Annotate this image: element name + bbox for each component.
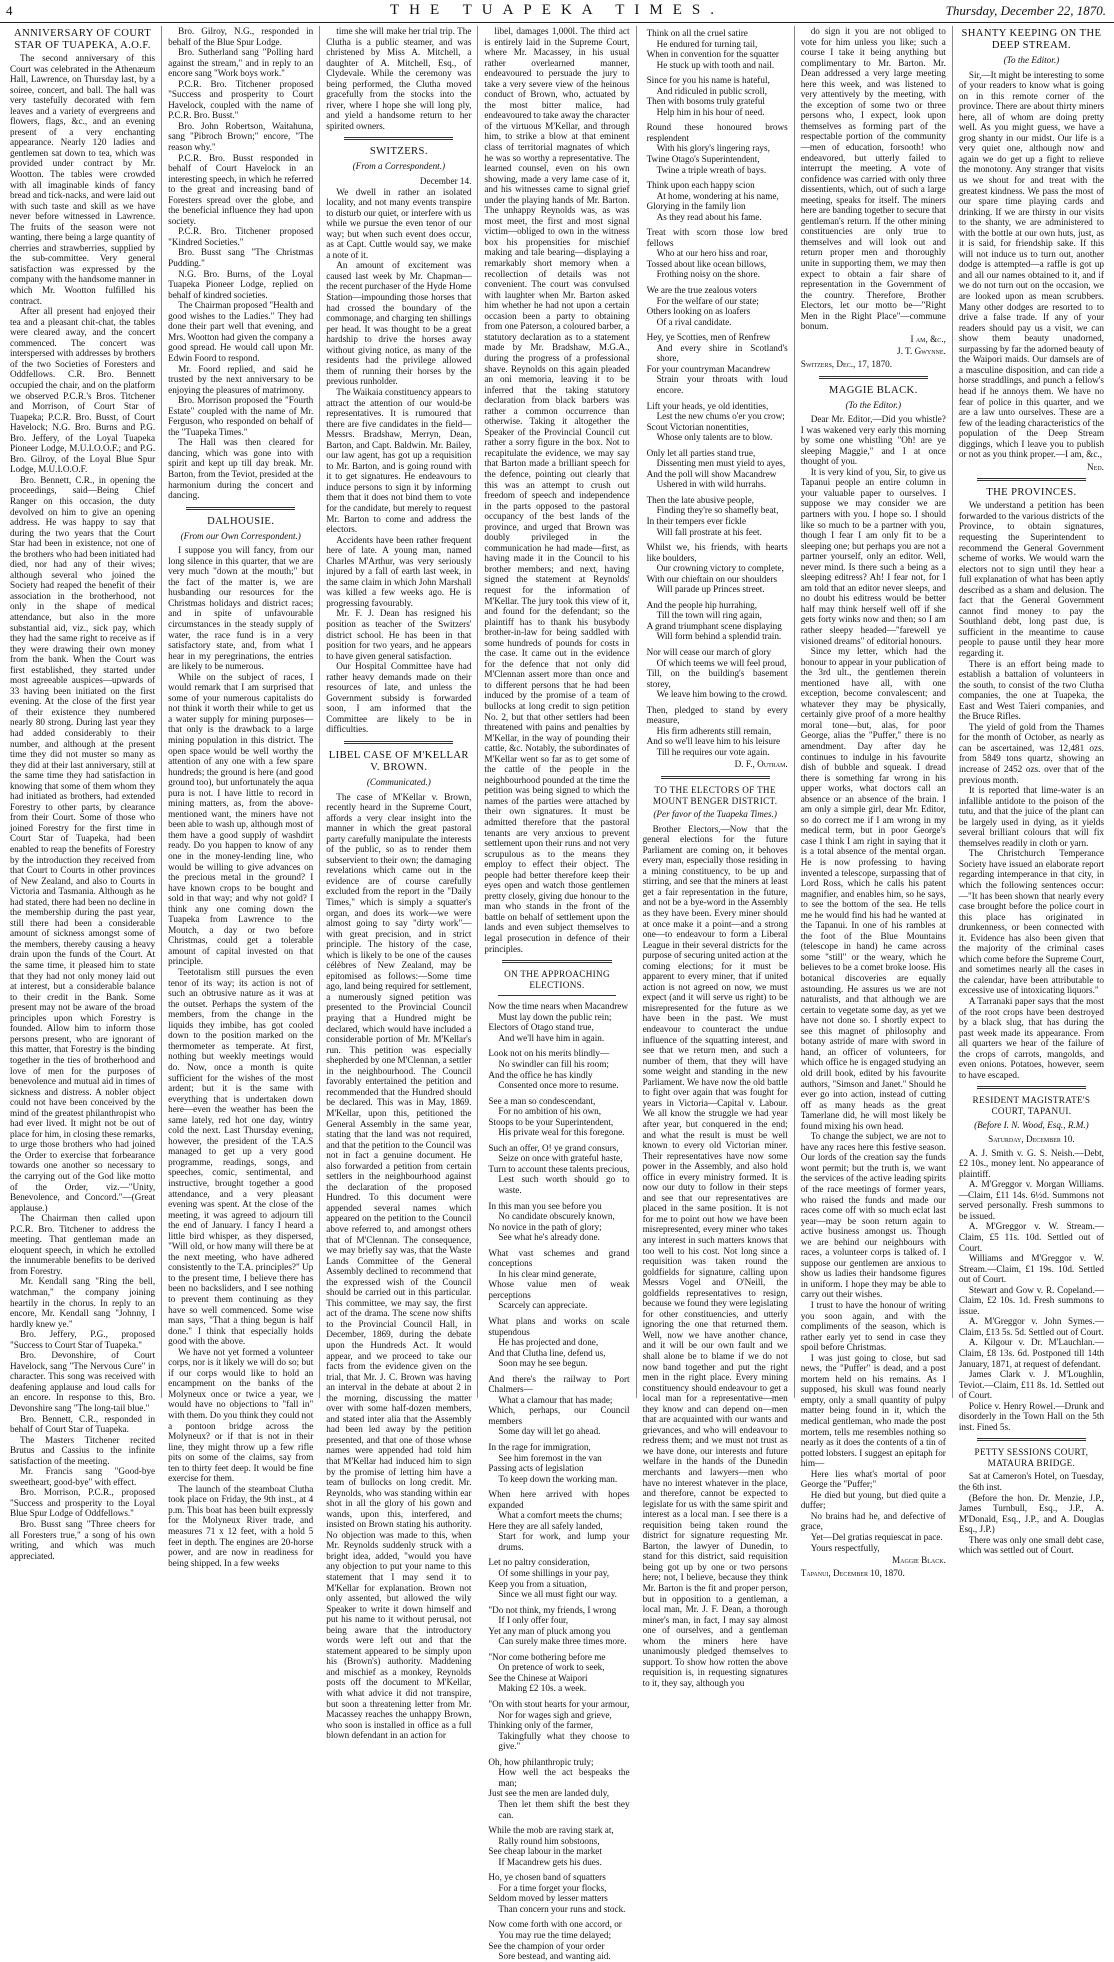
poem-line: Finding they're so shamefly beat, [656, 505, 779, 516]
article-title-electors: TO THE ELECTORS OF THE MOUNT BENGER DISTRICT. [652, 785, 778, 806]
poem-line: In his clear mind generate, [498, 1268, 597, 1279]
poem-line: For the welfare of our state; [656, 295, 759, 306]
poem-line: Hey, ye Scotties, men of Renfrew [646, 332, 771, 343]
article-body-electors-cont [801, 26, 946, 332]
paragraph: A. M'Greggor v. John Symes.—Claim, £13 5s. 5d. Settled out of Court. [958, 1316, 1104, 1337]
poem-line: Oh, how philanthropic truly; [488, 1756, 594, 1767]
poem-line: Nor will cease our march of glory [646, 646, 772, 657]
poem-line: Glorying in the family lion [646, 201, 746, 212]
poem-line: He stuck up with tooth and nail. [656, 59, 775, 70]
poem-line: And so we'll leave him to his leisure [646, 736, 781, 747]
poem-line: And the people hip hurrahing, [646, 599, 758, 610]
poem-line: "On with stout hearts for your armour, [488, 1699, 630, 1710]
article-title-provinces: THE PROVINCES. [986, 487, 1077, 499]
paragraph: No brains had he, and defective of grace, [800, 1510, 946, 1532]
poem-signature: D. F., Outram. [734, 759, 788, 770]
poem-line: Let no paltry consideration, [488, 1557, 590, 1568]
poem-line: As they read about his fame. [656, 211, 762, 222]
poem-line: He endured for turning tail, [656, 38, 758, 49]
poem-line: Frothing noisy on the shore. [656, 269, 760, 280]
poem-line: And every shire in Scotland's shore, [656, 342, 788, 364]
paragraph: Since my letter, which had the honour to appear in your publication of the 3rd ult., the gentlemen therein mentioned have all, with one exception, become convalescent; and whatever they may be physically, certainly give proof of a more healthy moral tone—but, alas, for poor George, alias the "Puffer," there is no amendment. Day after day he continues to indulge in his favourite dish of bubble and squeak. I dread there is something far wrong in his upper works, what doctors call an absence or an absence of the brain. I am only a simple girl, dear Mr. Editor, so do correct me if I am wrong in my medical term, but in poor George's case I think I am right in saying that it is a total absence of the mental organ. He is now professing to having invented a telescope, surpassing that of Lord Ross, which he calls his patent magnifier, and enables him, so he says, to see the bottom of the sea. He tells me he would find his had he wanted at the Tapanui. In one of his rambles at the foot of the Blue Mountains (telescope in hand) he came across some "still" or the weary, which he believes to be a comet broke loose. His botanical discoveries are equally astounding. He assures us we are not naturalists, and that although we are certain to vegetate some day, as yet we have not done so. I shortly expect to see this magnet of philosophy and botany astride of mare with sword in hand, an officer of volunteers, for which office he is engaged studying an old drill book, edited by his favourite authors, "Simson and Janet." Should he ever go into action, instead of cutting off as many heads as the great Tamerlane did, he will most likely be found mixing his own head. [800, 646, 946, 1131]
poem-line: Help him in his hour of need. [656, 106, 765, 117]
column-2 [162, 26, 320, 1568]
poem-line: Scout Victorian nonentities, [646, 421, 749, 432]
poem-elections-cont [643, 28, 788, 757]
poem-line: Treat with scorn those low bred fellows [646, 227, 788, 248]
poem-line: How well the act bespeaks the man; [498, 1767, 630, 1788]
paragraph: It is very kind of you, Sir, to give us Tapanui people an entire column in your valuable paper to ourselves. I suppose we may consider we are partners with you. I hope so. I should like so much to be a partner with you, though I fear I am only fit to be a sleeping one; but perhaps you are not a partner yourself, only an editor. Well, never mind. Is there such a being as a sleeping editress? Ah! I fear not, for I am told that an editor never sleeps, and no doubt his editress would be better half may think herself well off if she gets forty winks now and then; so I am rather sleepy headed—"farewell ye visioned dreams" of editorial honours. [800, 466, 946, 646]
article-body-libel-cont [484, 26, 629, 954]
paragraph: Yet—Del gratias requiescat in pace. [810, 1532, 943, 1543]
article-body-dalhousie [168, 545, 313, 1568]
divider [977, 1438, 1086, 1441]
poem-line: What a comfort meets the chums; [498, 1510, 623, 1521]
article-body-maggie [801, 414, 946, 1553]
article-sub-maggie: (To the Editor.) [845, 399, 902, 410]
shanty-signature: Ned. [1087, 461, 1104, 472]
maggie-place: Tapanui, December 10, 1870. [800, 1567, 905, 1578]
poem-line: We are the true zealous voters [646, 285, 757, 296]
poem-line: And the poll will show Macandrew [646, 468, 777, 479]
masthead [0, 0, 1114, 23]
poem-line: Consented once more to resume. [498, 1080, 619, 1091]
article-body-switzers [326, 187, 471, 735]
poem-line: If Macandrew gets his dues. [498, 1856, 602, 1867]
poem-line: And there's the railway to Port Chalmers— [488, 1373, 630, 1395]
paragraph: I trust to have the honour of writing you soon again, and with the compliments of the season, which is rather early yet to send in case they spoil before Christmas. [800, 1299, 946, 1353]
poem-line: No candidate obscurely known, [498, 1211, 615, 1222]
divider [502, 960, 611, 963]
poem-line: Rally round him sobstoons, [498, 1835, 600, 1846]
poem-line: Must lay down the public rein; [498, 1011, 612, 1022]
article-title-shanty: SHANTY KEEPING ON THE DEEP STREAM. [961, 28, 1102, 51]
poem-line: Whose value men of weak perceptions [488, 1279, 630, 1300]
poem-line: See him foremost in the van [498, 1452, 602, 1463]
paragraph: Williams and M'Greggor v. W. Stream.—Claim, £1 19s. 10d. Settled out of Court. [958, 1253, 1104, 1285]
article-title-dalhousie: DALHOUSIE. [207, 515, 275, 527]
article-body-electors [643, 824, 788, 1689]
poem-line: For a time forget your flocks, [498, 1882, 607, 1893]
paragraph: We understand a petition has been forwarded to the various districts of the Province, to obtain signatures, requesting the Superintendent to recommend the General Government scheme of works. We would warn the electors not to sign until they hear a full explanation of what has been aptly described as a sham and delusion. The fact that the General Government cannot find money to pay the Southland debt, long past due, is sufficient in the meantime to cause people to pause until they hear more regarding it. [958, 500, 1104, 658]
paragraph: To change the subject, we are not to have any races here this festive season. Our lords of the creation say the funds wont permit; but the truth is, we want the services of the active leading spirits of the race meetings of former years, who raised the funds and made our races come off with so much eclat last year—may be soon return again to active business amongst us. Though we are behind our neighbours with races, a volunteer corps is talked of. I suppose our gentlemen are anxious to show us ladies their handsome figures in uniform. I hope they may be able to carry out their wishes. [800, 1131, 946, 1300]
poem-line: What vast schemes and grand conceptions [488, 1247, 630, 1269]
paragraph: A. M'Greggor v. Morgan Williams.—Claim, £11 14s. 6½d. Summons not served personally. Fresh summons to be issued. [958, 1179, 1104, 1221]
column-5 [637, 26, 795, 1688]
paragraph: The Chairman proposed "Health and good wishes to the Ladies." They had done their part well that evening, and Mrs. Wootton had given the company a good spread. He would call upon Mr. Edwin Foord to respond. [168, 300, 314, 363]
columns [4, 26, 1110, 1962]
poem-line: Electors of Otago stand true, [488, 1022, 594, 1033]
letter-place: Switzers, Dec., 17, 1870. [800, 358, 893, 369]
poem-line: Of some shillings in your pay, [498, 1568, 610, 1579]
poem-line: Then let them shift the best they can. [498, 1798, 630, 1820]
paragraph: Brother Electors,—Now that the general elections for the future Parliament are coming on, it behoves every man, especially those residing in a mining constituency, to be up and stirring, and see that the miners at least get a fair representation in the future, and not be a bye-word in the Assembly as they have been. Every miner should at once make it a point—and a strong one—to endeavour to form a Liberal League in their several districts for the purpose of securing united action at the coming elections; for it must be apparent to every miner, that if united action is not agreed on now, we must expect (and it will serve us right) to be misrepresented for the future as we have been in the past. We must endeavour to counteract the undue influence of the squatting interest, and see that we return men, and such a number of them, that they will have some weight and standing in the new Parliament. We have now the old battle to fight over again that was fought for years in Victoria—Capital v. Labour. We all know the struggle we had year after year, but conquered in the end; and what the result is must be well known to every old Victorian miner. Their representatives have now some power in the Assembly, and also hold office in every ministry formed. It is now our duty to follow in their steps and see that our representatives are placed in the same position. It is not for me to point out how we have been misrepresented, every miner who takes any interest in such matters knows that too well to his cost. Not long since a requisition was taken round the goldfields for signature, calling upon Messrs Vogel and O'Neill, the goldfields representatives to resign, because we found they were legislating for other constituencies, and utterly ignoring the one that returned them. Well, now we have another chance, and it will be our own fault and we shall alone be to blame if we do not now band together and put the right men in the right place. Every mining constituency should endeavour to get a local man for a representative—men they know and can depend on—men that are acquainted with our wants and grievances, and who will endeavour to redress them; and we must not trust as we have done, our interests and future welfare in the hands of the Dunedin merchants and lawyers—men who have no interest whatever in the place, and therefore, cannot be expected to legislate for us with the same spirit and interest as a local man. I see there is a requisition being taken round the district for signature requesting Mr. Barton, the lawyer of Dunedin, to stand for this district, said requisition being got up by one or two persons here; not, I believe, because they think Mr. Barton is the fit and proper person, but in opposition to a gentleman, a local man, Mr. J. F. Dean, a thorough miner's man, in fact, I may say almost one of ourselves, and a gentleman whom the miners here have unanimously pledged themselves to support. To show how rotten the above requisition is, in requesting signatures to it, they say, although you [642, 823, 788, 1688]
poem-line: Think on all the cruel satire [646, 28, 748, 38]
poem-line: Only let all parties stand true, [646, 447, 756, 458]
paragraph: The yield of gold from the Thames for the month of October, as nearly as can be ascertained, was 12,481 ozs. from 5849 tons quartz, showing an increase of 2452 ozs. over that of the previous month. [958, 721, 1104, 785]
poem-line: We leave him bowing to the crowd. [656, 689, 788, 700]
poem-line: Till, on the building's basement storey, [646, 668, 788, 689]
poem-line: In the rage for immigration, [488, 1442, 591, 1452]
dateline: December 14. [419, 176, 472, 187]
poem-line: You may rue the time delayed; [498, 1929, 612, 1940]
poem-line: Dissenting men must yield to ayes, [656, 458, 786, 469]
poem-line: See the champion of your order [488, 1940, 605, 1951]
poem-line: Then with bosoms truly grateful [646, 96, 765, 107]
divider [977, 478, 1086, 481]
poem-line: Will form behind a splendid train. [656, 631, 782, 642]
poem-line: Yet any man of pluck among you [488, 1625, 611, 1636]
article-sub-dalhousie: (From our Own Correspondent.) [180, 530, 301, 541]
paragraph: We dwell in rather an isolated locality, and not many events transpire to disturb our quiet, or interfere with us while we pursue the even tenor of our way; but when such event does occur, as at Capt. Cuttle would say, we make a note of it. [326, 186, 472, 260]
paragraph: Dear Mr. Editor,—Did you whistle? I was wakened very early this morning by some one whistling "Oh! are ye sleeping Maggie," and I at once thought of you. [800, 414, 946, 467]
newspaper-title: THE TUAPEKA TIMES. [389, 2, 725, 18]
paragraph: The Waikaia constituency appears to attract the attention of our would-be representatives. It is rumoured that there are five candidates in the field—Messrs. Bradshaw, Merryn, Dean, Barton, and Capt. Baldwin. Mr. Bailey, our law agent, has got up a requisition to Mr. Barton, and is going round with it to get signatures. He endeavours to induce persons to sign it by informing them that it does not bind them to vote for the candidate, but merely to request Mr. Barton to come and address the electors. [326, 386, 472, 535]
poem-line: Till he requires our vote again. [656, 746, 770, 757]
poem-line: Seldom moved by lesser matters [488, 1893, 608, 1904]
poem-line: Lift your heads, ye old identities, [646, 400, 769, 411]
paragraph: The launch of the steamboat Clutha took place on Friday, the 9th inst., at 4 p.m. This boat has been built expressly for the Molyneux River trade, and measures 71 x 12 feet, with a hold 5 feet in depth. The engines are 20-horse power, and are now in readiness for being shipped. In a few weeks [168, 1483, 314, 1568]
article-sub-shanty: (To the Editor.) [1003, 55, 1060, 65]
poem-line: Start for work, and lump your drums. [498, 1531, 630, 1552]
maggie-signature: Maggie Black. [891, 1555, 946, 1566]
paragraph: Bro. Gilroy, N.G., responded in behalf of the Blue Spur Lodge. [168, 26, 314, 47]
poem-line: Lest the new chums o'er you crow; [656, 411, 785, 422]
poem-line: Round these honoured brows resplendent [646, 122, 788, 143]
paragraph: time she will make her trial trip. The Clutha is a public steamer, and was christened by Miss A. Mitchell, a daughter of A. Mitchell, Esq., of Clydevale. While the ceremony was being performed, the Clutha moved gracefully from the stocks into the river, where I hope she will long ply, and yield a handsome return to her spirited owners. [326, 26, 472, 131]
poem-line: With his glory's lingering rays, [656, 143, 770, 154]
poem-line: For your countryman Macandrew [646, 363, 771, 374]
column-1 [4, 26, 162, 1561]
poem-line: No swindler can fill his room; [498, 1058, 609, 1069]
article-title-petty: PETTY SESSIONS COURT, MATAURA BRIDGE. [974, 1447, 1089, 1468]
poem-line: "Do not think, my friends, I wrong [488, 1604, 617, 1615]
poem-line: Here they are all safely landed, [488, 1520, 603, 1531]
poem-line: Stoops to be your Superintendent, [488, 1116, 614, 1127]
poem-line: What plans and works on scale stupendous [488, 1315, 630, 1337]
poem-line: Keep you from a situation, [488, 1578, 587, 1589]
paragraph: Mr. Francis sang "Good-bye sweetheart, good-bye" with effect. [10, 1466, 156, 1487]
poem-line: Now the time nears when Macandrew [488, 1001, 628, 1012]
paragraph: A Tarranaki paper says that the most of the root crops have been destroyed by a black slug, that has during the past week made its appearance. From all quarters we hear of the failure of the crops of carrots, mangolds, and even onions. Potatoes, however, seem to have escaped. [958, 996, 1104, 1080]
poem-line: See a man so condescendant, [488, 1095, 596, 1106]
paragraph: do sign it you are not obliged to vote for him unless you like; such a course I take it being anything but complimentary to Mr. Barton. Mr. Dean addressed a very large meeting here this week, and was listened to very attentively by the meeting, with the exception of some two or three persons who, I expect, look upon themselves as forming part of the respectable portion of the community—men of education, forsooth! who endeavored, but utterly failed to interrupt the meeting. A vote of confidence was carried with only three dissentients, which, out of such a large meeting, speaks for itself. The miners here are banding together to secure that gentleman's return. If the other mining constituencies are only true to themselves and will look out and return proper men and thoroughly unite in supporting them, we may then expect to obtain a fair share of representation in the Government of the country. Therefore, Brother Electors, let our motto be—"Right Men in the Right Place"—commune bonum. [800, 26, 946, 332]
article-title-elections: ON THE APPROACHING ELECTIONS. [504, 969, 610, 990]
paragraph: The Masters Titchener recited Brutus and Cassius to the infinite satisfaction of the meeting. [10, 1434, 156, 1466]
poem-line: His firm adherents still remain, [656, 725, 772, 736]
paragraph: Bro. Bennett, C.R., in opening the proceedings, said—Being Chief Ranger on this occasion, the duty devolved on him to give an opening address. He was happy to say that during the two years that the Court Star had been in existence, not one of the brothers who had been initiated had died, nor had any of their wives; although several who joined the Society had reaped the benefit of their association in the brotherhood, not only in the shape of medical attendance, but also in the more substantial aid, viz., sick pay, which they had the same right to receive as if they were drawing their own money from the bank. When the Court was first established, they started under most agreeable auspices—upwards of 33 having been initiated on the first evening. At the close of the first year of their existence they numbered nearly 80 strong. During last year they had added considerably to their number, and although at the present time they did not muster so many as they did at their last anniversary, still at the same time they had satisfaction in knowing that some of them whom they had initiated as brothers, had extended Forestry to other parts, by clearance from their Court. Some of those who joined Forestry for the first time in Court Star of Tuapeka, had been enabled to reap the benefits of Forestry by the introduction they received from that Court to Courts in other provinces of New Zealand, and also to Courts in Victoria and Tasmania. Although as he had stated, there had been no decline in the membership during the past year, still there had been a considerable amount of sickness amongst some of the members, thereby causing a heavy drain upon the funds of the Court. At the same time, it pleased him to state that they had not only money laid out at interest, but a considerable balance to their credit in the Bank. Some present may not be aware of the broad principles upon which Forestry is founded. Allow him to inform those persons present, who are ignorant of this matter, that Forestry is the binding together in the ties of brotherhood and love of men for the purposes of benevolence and mutual aid in times of sickness and distress. A nobler object could not have been conceived by the mind of the greatest philanthropist who had ever lived. It might not be out of place for him, in closing these remarks, to urge those brothers who had joined the Order to exercise that forbearance towards one another so necessary to the carrying out of the God like motto of the Order, viz.—"Unity, Benevolence, and Concord."—(Great applause.) [10, 474, 156, 1213]
poem-line: Ho, ye chosen band of squatters [488, 1872, 606, 1883]
paragraph: While on the subject of races, I would remark that I am surprised that some of your numerous capitalists do not think it worth their while to get us a water supply for mining purposes—that only is the drawback to a large mining population in this district. The open space would be well worthy the attention of any one with a few spare hundreds; the ground is here (and good ground too), but unfortunately the aqua pura is not. I have little to record in mining matters, as, from the above-mentioned want, the miners have not been able to wash up, although most of them have a good supply of washdirt ready. Do you happen to know of any one in the money-lending line, who would be willing to give advances on the precious metal in the ground? I have known crops to be bought and sold in that way; and why not gold? I think any one coming down the Tuapeka from Lawrence to the Moutch, a day or two before Christmas, could get a tolerable amount of capital invested on that principle. [168, 671, 314, 967]
paragraph: A. M'Greggor v. W. Stream.—Claim, £5 11s. 10d. Settled out of Court. [958, 1221, 1104, 1253]
poem-line: His private weal for this foregone. [498, 1127, 625, 1138]
poem-line: Of a rival candidate. [656, 316, 732, 327]
poem-line: What a clamour that has made; [498, 1394, 613, 1405]
poem-line: Thinking only of the farmer, [488, 1720, 593, 1731]
column-7 [953, 26, 1110, 1556]
poem-line: Look not on his merits blindly— [488, 1048, 610, 1059]
poem-line: And that Clutha line, defend us, [488, 1347, 606, 1358]
poem-line: When in convention for the squatter [646, 49, 779, 60]
column-3 [320, 26, 478, 1741]
paragraph: Police v. Henry Rowel.—Drunk and disorderly in the Town Hall on the 5th inst. Fined 5s. [958, 1400, 1104, 1432]
paragraph: Bro. Bennett, C.R., responded in behalf of Court Star of Tuapeka. [10, 1413, 156, 1435]
poem-line: Twine Otago's Superintendent, [646, 154, 760, 165]
poem-line: Twine a triple wreath of bays. [656, 164, 767, 175]
paragraph: James Clark v. J. M'Loughlin, Teviot.—Claim, £11 8s. 1d. Settled out of Court. [958, 1369, 1104, 1401]
poem-line: Now come forth with one accord, or [488, 1919, 622, 1930]
poem-line: Nor for wages sigh and grieve, [498, 1709, 612, 1720]
page-number: 4 [6, 3, 13, 18]
paragraph: Mr. F. J. Dean has resigned his position as teacher of the Switzers' district school. He has been in that position for two years, and he appears to have given general satisfaction. [326, 608, 472, 661]
paragraph: P.C.R. Bro. Busst responded in behalf of Court Havelock in an interesting speech, in which he referred to the great and increasing band of Foresters spread over the globe, and the beneficial influence they had upon society. [168, 152, 314, 226]
article-title-switzers: SWITZERS. [369, 146, 428, 158]
poem-line: He has projected and done, [498, 1337, 599, 1348]
poem-line: Strain your throats with loud encore. [656, 374, 788, 395]
poem-line: "Nor come bothering before me [488, 1651, 606, 1662]
article-body-provinces [959, 500, 1104, 1080]
paragraph: Bro. John Robertson, Waitahuna, sang "Pibroch Brown;" encore, "The reason why." [168, 120, 314, 153]
divider [977, 1086, 1086, 1089]
paragraph: The Christchurch Temperance Society have issued an elaborate report regarding intemperance in that city, in which the following sentences occur:—"It has been shown that nearly every case brought before the police court in this place has originated in drunkenness, or been connected with it. Evidence has also been given that the majority of the criminal cases which come before the Supreme Court, and sometimes nearly all the cases in the calendar, have been attributable to excessive use of intoxicating liquors." [958, 848, 1104, 996]
letter-signature: J. T. Gwynne. [897, 346, 946, 357]
poem-line: For no ambition of his own, [498, 1106, 602, 1117]
poem-line: Can surely make three times more. [498, 1636, 627, 1647]
issue-date: Thursday, December 22, 1870. [945, 3, 1106, 18]
poem-line: Which, perhaps, our Council members [488, 1405, 630, 1426]
poem-line: Others looking on as loafers [646, 306, 751, 317]
paragraph: There was only one small debt case, which was settled out of Court. [958, 1534, 1104, 1556]
paragraph: Bro. Devonshire, of Court Havelock, sang "The Nervous Cure" in character. This song was received with deafening applause and loud calls for an encore. In response to this, Bro. Devonshire sang "The long-tail blue." [10, 1350, 156, 1413]
paragraph: Mr. Kendall sang "Ring the bell, watchman," the company joining heartily in the chorus. In reply to an encore, Mr. Kendall sang "Johnny, I hardly knew ye." [10, 1276, 156, 1329]
poem-elections [484, 1001, 629, 1961]
divider [344, 137, 453, 140]
poem-line: With our chieftain on our shoulders [646, 573, 778, 584]
poem-line: Such an offer, O! ye grand consurs, [488, 1142, 619, 1153]
divider [344, 741, 453, 744]
paragraph: The second anniversary of this Court was celebrated in the Athenæum Hall, Lawrence, on Thursday last, by a soiree, concert, and ball. The hall was very tastefully decorated with fern leaves and a variety of evergreens and flowers, flags, &c., and an evening present of a very enchanting appearance. Nearly 120 ladies and gentlemen sat down to tea, which was provided under contract by Mr. Wootton. The tables were crowded with all imaginable kinds of fancy bread and tick-nacks, and were laid out with such taste and skill as we have never before witnessed in Lawrence. The fruits of the season were not wanting, there being a large quantity of cherries and strawberries, supplied by the sub-committee. Very general satisfaction was expressed by the company with the handsome manner in which Mr. Wootton fulfilled his contract. [10, 53, 156, 306]
poem-line: In this man you see before you [488, 1200, 602, 1211]
poem-line: Who at our hero hiss and roar, [656, 248, 768, 259]
poem-line: Tossed about like ocean billows, [646, 258, 767, 269]
divider [498, 995, 615, 996]
poem-line: And we'll have him in again. [498, 1032, 605, 1043]
poem-line: Turn to account these talents precious, [488, 1163, 630, 1174]
poem-line: Soon may he see begun. [498, 1358, 588, 1369]
article-title-court: RESIDENT MAGISTRATE'S COURT, TAPANUI. [972, 1095, 1091, 1116]
poem-line: Just see the men are landed duly, [488, 1788, 610, 1799]
paragraph: Bro. Busst sang "The Christmas Pudding." [168, 247, 314, 269]
paragraph: Teetotalism still pursues the even tenor of its way; its action is not of such an obtrusive nature as it was at the outset. Perhaps the system of the members, from the change in the liquids they imbibe, has got cooled down to the position marked on the thermometer as temperate. At first, nothing but weekly meetings would do. Now, once a month is quite sufficient for the wishes of the most ardent; but it is the same with everything that is undertaken down here—even the weather has been the same lately, red hot one day, wintry cold the next. Last Thursday evening, however, the president of the T.A.S managed to get up a very good programme, readings, songs, and speeches, comic, sentimental, and instructive, brought together a good attendance, and a very pleasant evening was spent. At the close of the meeting, it was agreed to adjourn till the end of January. I fancy I heard a little bird whisper, as they dispersed, "Will old, or how many will there be at the next meeting, who have adhered consistently to the T.A. principles?" Up to the present time, I believe there has been no backsliders, and I see nothing to prevent them continuing as they have so well commenced. Some wise man says, "That a thing begun is half done." I think that especially holds good with the above. [168, 967, 314, 1347]
paragraph: I suppose you will fancy, from our long silence in this quarter, that we are very much "down at the mouth;" but the fact of the matter is, we are husbanding our resources for the Christmas holidays and district races; and in spite of unfavourable circumstances in the steady supply of water, the race fund is in a very satisfactory state, and, from what I hear in my peregrinations, the entries are likely to be numerous. [168, 545, 314, 672]
poem-line: See cheap labour in the market [488, 1846, 602, 1857]
poem-line: See the Chinese at Waipori [488, 1672, 588, 1683]
paragraph: It is reported that lime-water is an infallible antidote to the poison of the tutu, and that the juice of the plant can be largely used in dying, as it yields several brilliant colours that will fix themselves readily in cloth or yarn. [958, 785, 1104, 848]
poem-line: Then the late abusive people, [646, 494, 754, 505]
paragraph: After all present had enjoyed their tea and a pleasant chit-chat, the tables were cleared away, and the concert commenced. The concert was interspersed with addresses by brothers of the two Societies of Foresters and Oddfellows. C.R. Bro. Bennett occupied the chair, and on the platform we observed P.C.R.'s Bros. Titchener and Morrison, of Court Star of Tuapeka; P.C.R. Bro. Busst, of Court Havelock; N.G. Bro. Burns and P.G. Bro. Jeffery, of the Loyal Tuapeka Pioneer Lodge, M.U.I.O.O.F.; and P.G. Bro. Gilroy, of the Loyal Blue Spur Lodge, M.U.I.O.O.F. [10, 306, 156, 475]
paragraph: libel, damages 1,000l. The third act is entirely laid in the Supreme Court, where Mr. Macassey, in his usual rather overlearned manner, endeavoured to persuade the jury to take a very severe view of the heinous conduct of Brown, who, actuated by the most bitter malice, had endeavoured to take away the character of the virtuous M'Kellar, and through him, to strike a blow at that eminent class of territorial magnates of which he was so worthy a representative. The learned counsel, even on his own showing, made a very lame case of it, and his witnesses came to signal grief under the playing hands of Mr. Barton. The unhappy Reynolds was, as was most meet, the first and most signal victim—obliged to own in the witness box his propensities for mischief making and tale bearing—displaying a remarkably short memory when a recollection of details was not convenient. The court was convulsed with laughter when Mr. Barton asked him whether he had not upon a certain occasion been a party to obtaining from one Paterson, a coloured barber, a statutory declaration as to a statement made by Mr. Bradshaw, M.G.A., during the progress of a professional shave. Reynolds on this again pleaded an oni memoria, leaving it to be inferred that the taking statutory declaration from black barbers was rather a common occurrence than otherwise. Taking it altogether the Speaker of the Provincial Council cut rather a sorry figure in the box. Not to recapitulate the evidence, we may say that Barton made a brilliant speech for the defence, pointing out clearly that this was an attempt to crush out freedom of speech and independence in the parts opposed to the pastoral occupancy of the best lands of the province, and urged that Brown was doubly privileged in the communication he had made—first, as having made it in the Council to his brother members; and next, having signed the statement at Reynolds' request for the information of M'Kellar. The jury took this view of it, and found for the defendant; so the plaintiff has to thank his busybody brother-in-law for being saddled with some hundreds of pounds for costs in the case. It came out in the evidence for the defence that not only did M'Clennan assert more than once and to different persons that he had been induced by the promise of a team of bullocks at long credit to sign petition No. 2, but that other settlers had been threatened with pains and penalties by M'Kellar, in the way of pounding their cattle, &c. Notably, the subordinates of M'Kellar went so far as to get some of the cattle of the people in the neighbourhood pounded at the time the petition was being signed to which the names of the parties were attached by their own signatures. It must be admitted therefore that the pastoral tenants are very anxious to prevent settlement upon their runs and not very scrupulous as to the means they employ to effect their object. The people had better therefore keep their eyes open and watch those gentlemen pretty closely, giving due honour to the man who stands in the front of the battle on behalf of settlement upon the lands and even subject themselves to legal prosecution in defence of their principles. [484, 26, 630, 954]
poem-line: Of which teems we will feel proud, [656, 657, 787, 668]
article-body-shanty [959, 70, 1104, 460]
poem-line: And ridiculed in public scroll, [656, 85, 768, 96]
paragraph: Yours respectfully, [810, 1542, 880, 1553]
paragraph: He died but young, but died quite a duffer; [800, 1489, 946, 1511]
paragraph: Our Hospital Committee have had rather heavy demands made on their resources of late, and unless the Government subsidy is forwarded soon, I am informed that the Committee are likely to be in difficulties. [326, 661, 472, 735]
poem-line: Lest such worth should go to waste. [498, 1174, 630, 1195]
poem-line: Our crowning victory to complete, [656, 563, 784, 574]
paragraph: Bro. Morrison proposed the "Fourth Estate" coupled with the name of Mr. Ferguson, who responded on behalf of the "Tuapeka Times." [168, 395, 314, 437]
poem-line: See what he's already done. [498, 1232, 600, 1243]
article-sub-switzers: (From a Correspondent.) [352, 161, 446, 172]
poem-line: Since we all must fight our way. [498, 1589, 617, 1600]
paragraph: The case of M'Kellar v. Brown, recently heard in the Supreme Court, affords a very clear insight into the manner in which the great pastoral party carefully manipulate the interests of the public, so as to render them subservient to their own; the damaging revelations which came out in the evidence are of course carefully excluded from the report in the "Daily Times," which is simply a squatter's organ, and does its work—we were almost going to say "dirty work"—with great precision, and in strict principle. The history of the case, which is likely to be one of the causes célèbres of New Zealand, may be epitomised as follows:—Some time ago, land being required for settlement, a numerously signed petition was presented to the Provincial Council praying that a Hundred might be declared, which would have included a considerable portion of Mr. M'Kellar's run. This petition was especially shepherded by one M'Clennan, a settler in the neighbourhood. The Council favorably entertained the petition and recommended that the Hundred should be declared. This was in May, 1869. M'Kellar, upon this, petitioned the General Assembly in the same year, stating that the land was not required, and that the petition to the Council was not in fact a genuine document. He also forwarded a petition from certain settlers in the neighbourhood against the declaration of the proposed Hundred. To this document were appended several names which appeared on the petition to the Council above referred to, and amongst others that of M'Clennan. The consequence, we may briefly say was, that the Waste Lands Committee of the General Assembly declined to recommend that the expressed wish of the Council should be carried out in this particular. This committee, we may say, the first act of the drama. The scene now shifts to the Provincial Council Hall, in December, 1869, during the debate upon the Hundreds Act. It would appear, and we proceed to take our facts from the evidence given on the trial, that Mr. J. C. Brown was having an interval in the debate at about 2 in the morning, discussing the matter over with some half-dozen members, and stated inter alia that the Assembly had been led away by the petition presented, and that one of those whose names were appended had told him that M'Kellar had induced him to sign by the promise of letting him have a team of bullocks on long credit. Mr. Reynolds, who was standing within ear shot in all the glory of his gown and wands, upon this, interfered, and insisted on Brown stating his authority. No objection was made to this, when Mr. Reynolds suddenly struck with a bright idea, added, "would you have any objection to put your name to this statement that I may send it to M'Kellar for explanation. Brown not only assented, but allowed the wily Speaker to write it down himself and put his name to it without perusal, not being aware that the introductory words were left out and that the statement appeared to be simply upon his (Brown's) authority. Maddening and mischief as a monkey, Reynolds posts off the document to M'Kellar, with what advice it did not transpire, but soon a threatening letter from Mr. Macassey reaches the unhappy Brown, who soon is installed in office as a full blown defendant in an action for [326, 791, 472, 1741]
poem-line: Will parade up Princes street. [656, 584, 765, 595]
article-title-libel: LIBEL CASE OF M'KELLAR V. BROWN. [328, 750, 469, 773]
poem-line: No novice in the path of glory; [488, 1221, 602, 1232]
poem-line: In their tempers ever fickle [646, 515, 747, 526]
article-title-anniversary: ANNIVERSARY OF COURT STAR OF TUAPEKA, A.O.F. [14, 28, 152, 51]
poem-line: Passing acts of legislation [488, 1463, 584, 1474]
paragraph: Bro. Sutherland sang "Polling hard against the stream," and in reply to an encore sang "Work boys work." [168, 47, 314, 79]
paragraph: A. J. Smith v. G. S. Neish.—Debt, £2 10s., money lent. No appearance of plaintiff. [958, 1147, 1104, 1179]
paragraph: The Chairman then called upon P.C.R. Bro. Titchener to address the meeting. That gentleman made an eloquent speech, in which he extolled the innumerable benefits to be derived from Forestry. [10, 1213, 156, 1276]
article-body-petty [959, 1471, 1104, 1555]
paragraph: Accidents have been rather frequent here of late. A young man, named Charles M'Arthur, was very seriously injured by a fall of earth last week, in the same claim in which John Marshall was killed a few weeks ago. He is progressing favourably. [326, 534, 472, 608]
poem-line: Will fall prostrate at his feet. [656, 526, 762, 537]
paragraph: There is an effort being made to establish a battalion of volunteers in the south, to consist of the two Clutha companies, the one at Tuapeka, the East and West Taieri companies, and the Bruce Rifles. [958, 658, 1104, 722]
poem-line: Then, pledged to stand by every measure, [646, 704, 788, 726]
poem-line: While the mob are raving stark at, [488, 1825, 614, 1836]
paragraph: Sat at Cameron's Hotel, on Tuesday, the 6th inst. [958, 1471, 1104, 1492]
poem-line: Seize on once with grateful haste, [498, 1153, 623, 1164]
column-4 [478, 26, 636, 1962]
article-sub-libel: (Communicated.) [366, 777, 431, 787]
poem-line: On pretence of work to seek, [498, 1662, 605, 1673]
article-title-maggie: MAGGIE BLACK. [828, 384, 918, 396]
paragraph: We have not yet formed a volunteer corps, nor is it likely we will do so; but if our corps would like to hold an encampment on the banks of the Molyneux once or twice a year, we would have no objections to "fall in" with them. Do you think they could not a pontoon bridge across the Molyneux? or if that is not in their line, they might throw up a few rifle pits on some of the claims, say from ten to thirty feet deep. It would be fine exercise for them. [168, 1346, 314, 1484]
article-sub-court: (Before I. N. Wood, Esq., R.M.) [974, 1119, 1089, 1130]
poem-line: Takingfully what they choose to give." [498, 1730, 630, 1752]
poem-line: Sore bestead, and wanting aid. [498, 1951, 611, 1962]
poem-line: To keep down the working man. [498, 1473, 618, 1484]
poem-line: Whose only talents are to blow. [656, 432, 773, 443]
poem-line: At home, wondering at his name, [656, 190, 779, 201]
court-date: Saturday, December 10. [988, 1134, 1075, 1145]
divider [186, 507, 295, 510]
poem-line: Scarcely can appreciate. [498, 1300, 588, 1311]
poem-line: And the office he has kindly [488, 1069, 593, 1080]
poem-line: Whilst we, his friends, with hearts like boulders, [646, 542, 788, 563]
paragraph: The Hall was then cleared for dancing, which was gone into with spirit and kept up till day break. Mr. Barton, from the Teviot, presided at the harmonium during the concert and dancing. [168, 437, 314, 501]
article-body-anniversary-cont [168, 26, 313, 501]
letter-close: I am, &c., [910, 333, 946, 344]
poem-line: A grand triumphant scene displaying [646, 620, 782, 631]
paragraph: An amount of excitement was caused last week by Mr. Chapman—the recent purchaser of the Hyde Home Station—impounding those horses that had crossed the boundary of the commonage, and charging ten shillings per head. It was thought to be a great hardship to drive the horses away without giving notice, as many of the residents had the privilege allowed them of running their horses by the previous runholder. [326, 260, 472, 387]
article-body-libel [326, 792, 471, 1741]
poem-line: Some day will let go ahead. [498, 1426, 601, 1437]
paragraph: Bro. Jeffery, P.G., proposed "Success to Court Star of Tuapeka." [10, 1329, 156, 1350]
paragraph: P.C.R. Bro. Titchener proposed "Success and prosperity to Court Havelock, coupled with the name of P.C.R. Bro. Busst." [168, 78, 314, 121]
paragraph: A. Kilgour v. Dr. M'Lauchlan.—Claim, £8 13s. 6d. Postponed till 14th January, 1871, at request of defendant. [958, 1337, 1104, 1369]
paragraph: Bro. Busst sang "Three cheers for all Foresters true," a song of his own writing, and which was much appreciated. [10, 1519, 156, 1561]
divider [661, 776, 770, 779]
column-6 [795, 26, 953, 1578]
paragraph: I was just going to close, but sad news, the "Puffer" is dead, and a post mortem held on his remains. As I supposed, his skull was found nearly empty, only a small quantity of pulpy matter being found in it, which the medical gentleman, who made the post mortem, tells me resembles nothing so nearly as it does the contents of a tin of potted lobsters. I suggest an epitaph for him— [800, 1352, 946, 1469]
poem-line: If I only offer four, [498, 1615, 569, 1626]
paragraph: Bro. Morrison, P.C.R., proposed "Success and prosperity to the Loyal Blue Spur Lodge of Oddfellows." [10, 1487, 156, 1519]
paragraph: Sir,—It might be interesting to some of your readers to know what is going on in this remote corner of the province. There are about thirty miners here, all of whom are doing pretty well. As you might guess, we have a grog shanty in our midst. Our life is a very quiet one, although now and again we do get up a fight to relieve the monotony. Any stranger that visits us we shout for and treat with the greatest kindness. We pass the most of our spare time playing cards and drinking. If we are thirsty in our visits to the shanty, we are administered to with the bottle at our own huts, just, as it is said, for friendship sake. If this will not induce us to turn out, another dodge is attempted—a raffle is got up and all our names obtained to it, and if we do not turn out on the occasion, we are looked upon as mean scrubbers. Many other dodges are resorted to to drive a false trade. If any of your readers should pay us a visit, we can show them beauty unadorned, surpassing by far the adorned beauty of the Waipori maids. Our damsels are of a masculine disposition, and can ride a horse straddlings, and punch a fellow's head if he annoys them. We have no fear of police in this quarter, and we are a law unto ourselves. These are a few of the leading characteristics of the population of the Deep Stream diggings, which I leave you to publish or not as you think proper.—I am, &c., [958, 69, 1104, 460]
divider [819, 376, 928, 379]
poem-line: Ushered in with wild hurrahs. [656, 479, 767, 490]
article-body-dalhousie-cont [326, 26, 471, 131]
paragraph: P.C.R. Bro. Titchener proposed "Kindred Societies." [168, 226, 314, 247]
article-sub-electors: (Per favor of the Tuapeka Times.) [653, 809, 777, 820]
poem-line: Making £2 10s. a week. [498, 1683, 587, 1694]
poem-line: Think upon each happy scion [646, 180, 755, 191]
poem-line: Since for you his name is hateful, [646, 75, 770, 86]
paragraph: Here lies what's mortal of poor George the "Puffer;" [800, 1468, 946, 1490]
poem-line: Till the town will ring again, [656, 610, 762, 621]
poem-line: Than concern your runs and stock. [498, 1903, 626, 1914]
paragraph: (Before the hon. Dr. Menzie, J.P., James Turnbull, Esq., J.P., A. M'Donald, Esq., J.P., and A. Douglas Esq., J.P.) [958, 1492, 1104, 1535]
paragraph: Mr. Foord replied, and said he trusted by the next anniversary to be enjoying the pleasures of matrimony. [168, 363, 314, 395]
article-body-court [959, 1148, 1104, 1433]
poem-line: When here arrived with hopes expanded [488, 1489, 630, 1510]
article-body-anniversary [10, 53, 155, 1561]
paragraph: Stewart and Gow v. R. Copeland.—Claim, £2 10s. 1d. Fresh summons to issue. [958, 1284, 1104, 1316]
paragraph: N.G. Bro. Burns, of the Loyal Tuapeka Pioneer Lodge, replied on behalf of kindred societies. [168, 268, 314, 300]
